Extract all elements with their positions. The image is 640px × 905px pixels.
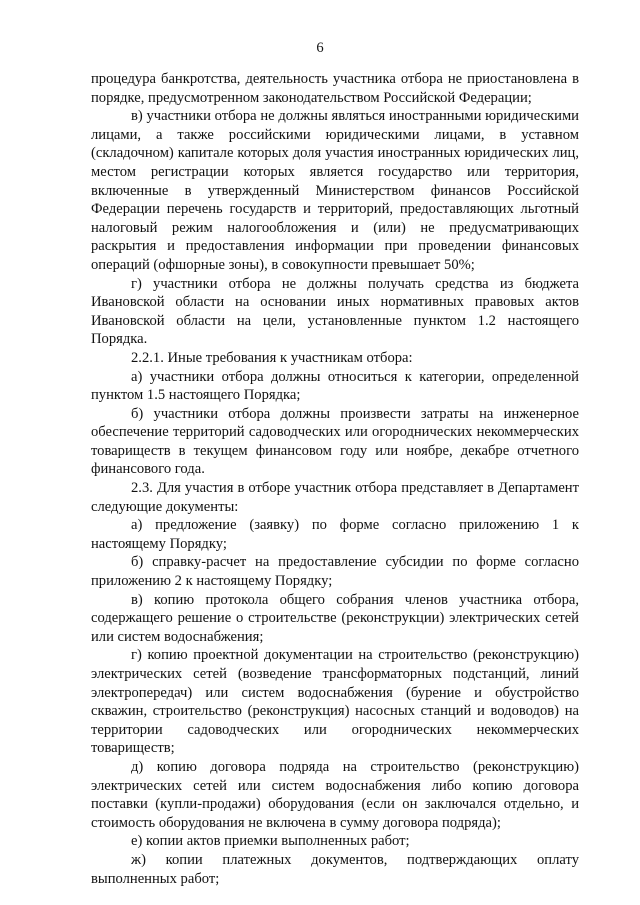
paragraph-2-3-item-e: е) копии актов приемки выполненных работ; — [131, 833, 410, 850]
paragraph-2-3-item-b: б) справку-расчет на предоставление субсидии по форме согласно приложению 2 к настоящему Порядку; — [91, 554, 579, 590]
paragraph-2-3-item-v: в) копию протокола общего собрания членов участника отбора, содержащего решение о строительстве (реконструкции) электрических сетей или систем водоснабжения; — [91, 591, 579, 645]
paragraph-2-3-item-a: а) предложение (заявку) по форме согласно приложению 1 к настоящему Порядку; — [91, 517, 579, 552]
paragraph-2-2-1-heading: 2.2.1. Иные требования к участникам отбора: — [131, 349, 413, 366]
paragraph-item-v: в) участники отбора не должны являться иностранными юридическими лицами, а также российскими юридическими лицами, в уставном (складочном) капитале которых доля участия иностранных юридических лиц, местом регистрации которых является государство или территория, включенные в утвержденный Министерством финансов Российской Федерации перечень государств и территорий, предоставляющих льготный налоговый режим налогообложения и (или) не предусматривающих раскрытия и предоставления информации при проведении финансовых операций (офшорные зоны), в совокупности превышает 50%; — [91, 108, 579, 273]
page-number: 6 — [316, 40, 324, 56]
paragraph-2-3-heading: 2.3. Для участия в отборе участник отбора представляет в Департамент следующие документы: — [91, 480, 579, 515]
paragraph-2-3-item-zh: ж) копии платежных документов, подтверждающих оплату выполненных работ; — [91, 851, 579, 887]
paragraph-2-2-1-item-b: б) участники отбора должны произвести затраты на инженерное обеспечение территорий садоводческих или огороднических некоммерческих товариществ в текущем финансовом году или ноябре, декабре отчетного финансового года. — [91, 405, 579, 478]
paragraph-2-3-item-g: г) копию проектной документации на строительство (реконструкцию) электрических сетей (возведение трансформаторных подстанций, линий электропередач) или систем водоснабжения (бурение и обустройство скважин, строительство (реконструкция) насосных станций и водоводов) на территории садоводческих или огороднических некоммерческих товариществ; — [91, 647, 579, 757]
paragraph-2-3-item-d: д) копию договора подряда на строительство (реконструкцию) электрических сетей или систем водоснабжения либо копию договора поставки (купли-продажи) оборудования (если он заключался отдельно, и стоимость оборудования не включена в сумму договора подряда); — [91, 758, 579, 831]
paragraph-continuation: процедура банкротства, деятельность участника отбора не приостановлена в порядке, предусмотренном законодательством Российской Федерации; — [91, 71, 579, 106]
document-body — [91, 70, 579, 888]
paragraph-2-2-1-item-a: а) участники отбора должны относиться к категории, определенной пунктом 1.5 настоящего Порядка; — [91, 368, 579, 404]
paragraph-item-g: г) участники отбора не должны получать средства из бюджета Ивановской области на основании иных нормативных правовых актов Ивановской области на цели, установленные пунктом 1.2 настоящего Порядка. — [91, 275, 579, 348]
